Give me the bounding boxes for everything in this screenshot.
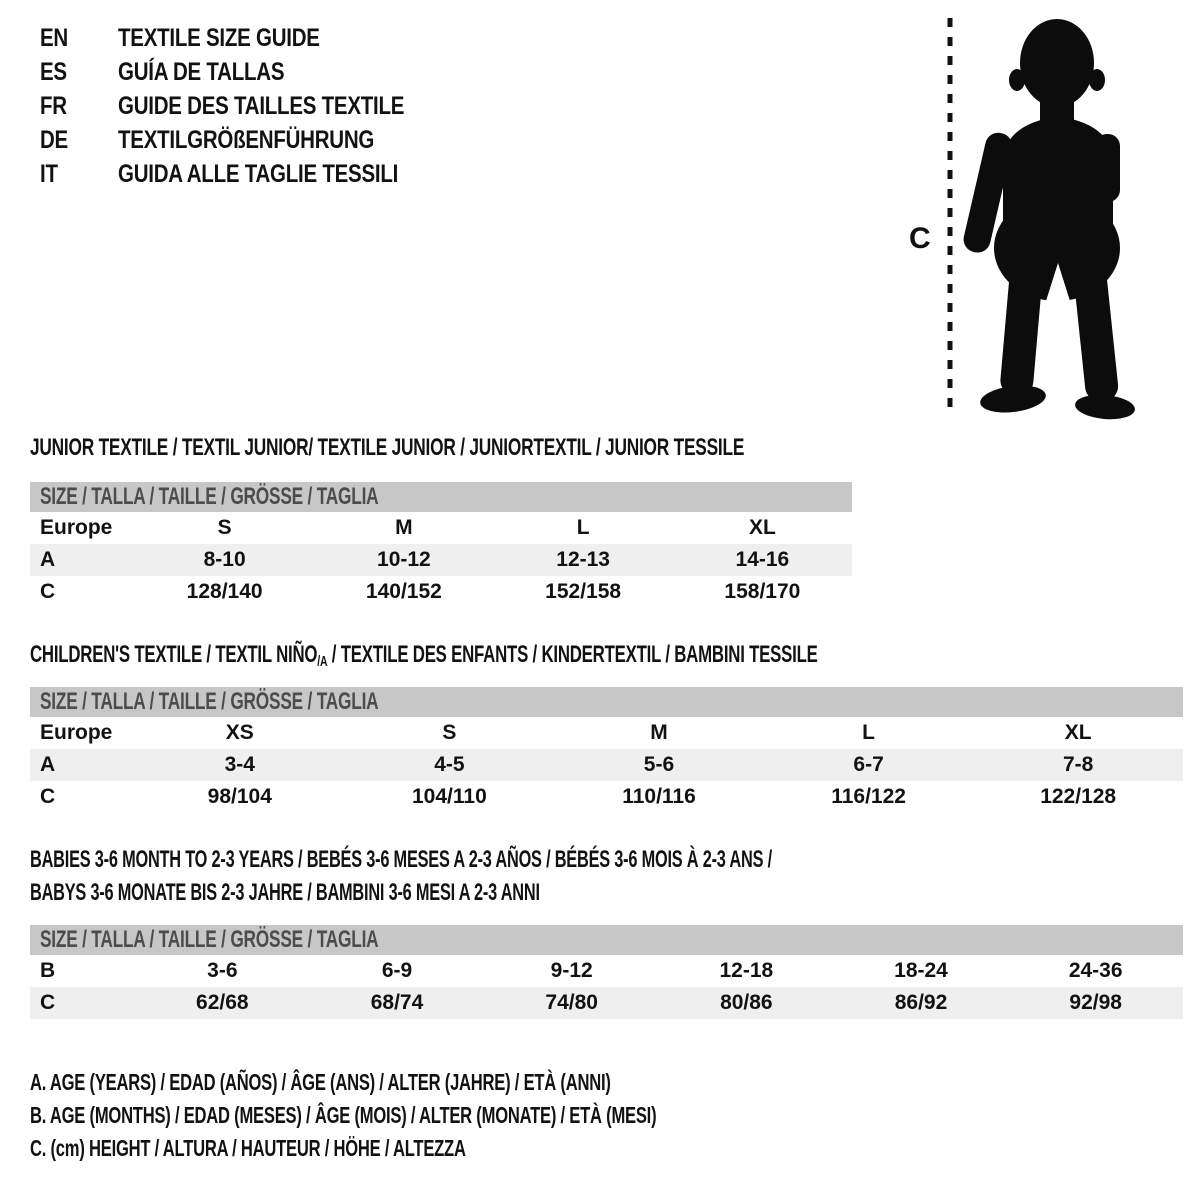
row-label: A (40, 753, 56, 776)
table-cell: L (862, 721, 875, 744)
size-header-bar: SIZE / TALLA / TAILLE / GRÖSSE / TAGLIA (30, 687, 1183, 717)
babies-size-table (30, 955, 1183, 1019)
children-size-table (30, 717, 1183, 813)
table-row (30, 987, 1183, 1019)
table-cell: 152/158 (545, 580, 622, 603)
table-cell: 4-5 (434, 753, 465, 776)
table-row (30, 544, 852, 576)
table-cell: 122/128 (1040, 785, 1117, 808)
table-cell: 10-12 (377, 548, 431, 571)
table-cell: 8-10 (203, 548, 246, 571)
list-item (40, 60, 467, 84)
table-cell: XL (748, 516, 776, 539)
table-cell: XL (1064, 721, 1092, 744)
table-cell: 3-4 (224, 753, 255, 776)
size-header-bar: SIZE / TALLA / TAILLE / GRÖSSE / TAGLIA (30, 482, 852, 512)
language-title: GUIDE DES TAILLES TEXTILE (118, 92, 405, 120)
table-cell: 86/92 (894, 991, 948, 1014)
table-cell: 6-9 (381, 959, 413, 982)
list-item (40, 128, 467, 152)
table-row (30, 717, 1183, 749)
row-label: B (40, 959, 56, 982)
junior-size-table (30, 512, 852, 608)
table-cell: 128/140 (186, 580, 263, 603)
table-cell: 24-36 (1068, 959, 1123, 982)
table-cell: 68/74 (370, 991, 424, 1014)
section-title-junior: JUNIOR TEXTILE / TEXTIL JUNIOR/ TEXTILE JUNIOR / JUNIORTEXTIL / JUNIOR TESSILE (30, 434, 745, 461)
table-cell: 140/152 (365, 580, 442, 603)
table-cell: 74/80 (545, 991, 598, 1014)
language-code: ES (40, 58, 67, 86)
table-cell: L (576, 516, 590, 539)
table-cell: 92/98 (1069, 991, 1122, 1014)
table-cell: XS (225, 721, 254, 744)
table-cell: 7-8 (1062, 753, 1094, 776)
table-cell: 5-6 (643, 753, 675, 776)
legend-age-years: A. AGE (YEARS) / EDAD (AÑOS) / ÂGE (ANS) / ALTER (JAHRE) / ETÀ (ANNI) (30, 1069, 611, 1095)
language-code: DE (40, 126, 68, 154)
list-item (40, 26, 467, 50)
table-cell: 62/68 (196, 991, 249, 1014)
title-subscript: /A (317, 653, 328, 670)
table-cell: M (650, 721, 668, 744)
list-item (40, 94, 467, 118)
row-label: A (40, 548, 56, 571)
language-title: GUÍA DE TALLAS (118, 58, 285, 86)
legend-height-cm: C. (cm) HEIGHT / ALTURA / HAUTEUR / HÖHE / ALTEZZA (30, 1135, 466, 1161)
table-cell: 104/110 (412, 785, 487, 808)
table-cell: S (442, 721, 457, 744)
table-cell: 158/170 (724, 580, 801, 603)
table-cell: 12-18 (719, 959, 774, 982)
table-cell: 3-6 (207, 959, 238, 982)
table-cell: 12-13 (556, 548, 610, 571)
table-cell: 110/116 (622, 785, 696, 808)
toddler-silhouette-icon (961, 19, 1136, 420)
table-row (30, 512, 852, 544)
table-row (30, 955, 1183, 987)
legend-age-months: B. AGE (MONTHS) / EDAD (MESES) / ÂGE (MOIS) / ALTER (MONATE) / ETÀ (MESI) (30, 1102, 657, 1128)
row-label: C (40, 785, 56, 808)
table-cell: 18-24 (894, 959, 948, 982)
row-label: Europe (40, 516, 113, 539)
table-cell: 116/122 (831, 785, 906, 808)
table-cell: M (395, 516, 413, 539)
language-code: IT (40, 160, 58, 188)
height-measure-label: C (909, 222, 931, 255)
row-label: C (40, 580, 56, 603)
table-cell: 98/104 (207, 785, 272, 808)
row-label: Europe (40, 721, 113, 744)
table-row (30, 576, 852, 608)
table-row (30, 749, 1183, 781)
table-cell: 6-7 (853, 753, 884, 776)
size-header-bar: SIZE / TALLA / TAILLE / GRÖSSE / TAGLIA (30, 925, 1183, 955)
table-cell: 80/86 (720, 991, 773, 1014)
table-row (30, 781, 1183, 813)
language-list (40, 26, 467, 196)
row-label: C (40, 991, 56, 1014)
baby-figure (895, 8, 1145, 420)
list-item (40, 162, 467, 186)
section-title-children: CHILDREN'S TEXTILE / TEXTIL NIÑO/A / TEXTILE DES ENFANTS / KINDERTEXTIL / BAMBINI TESSILE (30, 641, 818, 670)
language-title: TEXTILE SIZE GUIDE (118, 24, 320, 52)
language-title: TEXTILGRÖßENFÜHRUNG (118, 126, 375, 154)
table-cell: 14-16 (735, 548, 790, 571)
table-cell: 9-12 (550, 959, 593, 982)
table-cell: S (217, 516, 232, 539)
language-code: EN (40, 24, 68, 52)
section-title-babies-line1: BABIES 3-6 MONTH TO 2-3 YEARS / BEBÉS 3-6 MESES A 2-3 AÑOS / BÉBÉS 3-6 MOIS À 2-3 ANS / (30, 846, 772, 873)
language-title: GUIDA ALLE TAGLIE TESSILI (118, 160, 399, 188)
language-code: FR (40, 92, 67, 120)
section-title-babies-line2: BABYS 3-6 MONATE BIS 2-3 JAHRE / BAMBINI 3-6 MESI A 2-3 ANNI (30, 879, 540, 906)
